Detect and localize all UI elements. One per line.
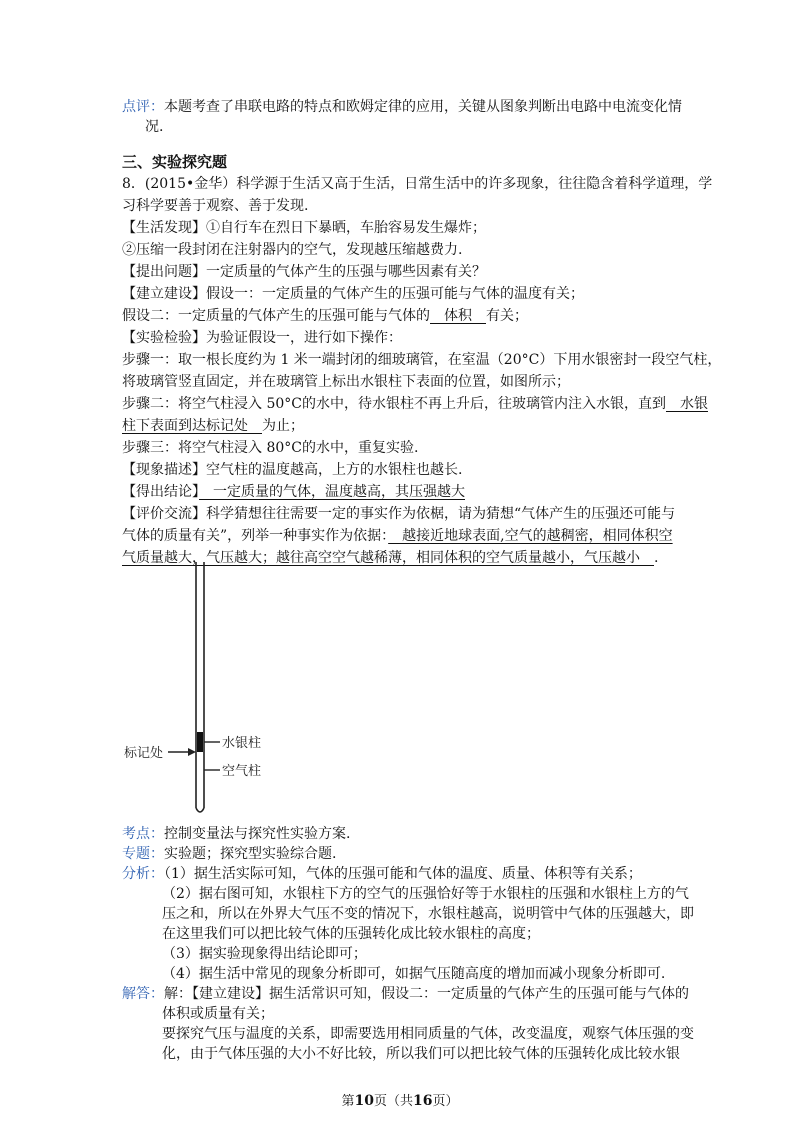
evaluation-1: 【评价交流】科学猜想往往需要一定的事实作为依椐，请为猜想“气体产生的压强还可能与 [122,506,676,522]
step-2-line-2: 柱下表面到达标记处 为止； [122,418,304,434]
fenxi-3: （3）据实验现象得出结论即可； [162,946,367,962]
step-1-line-2: 将玻璃管竖直固定，并在玻璃管上标出水银柱下表面的位置，如图所示； [122,374,570,390]
zhuanti: 专题：实验题；探究型实验综合题. [122,846,337,862]
answer-blank-evidence-a: 越接近地球表面,空气的越稠密，相同体积空 [388,528,673,544]
tube-closed-bottom [196,808,204,812]
fenxi-2c: 在这里我们可以把比较气体的压强转化成比较水银柱的高度； [162,926,540,942]
mercury-label: 水银柱 [222,736,262,751]
comment-line-1: 点评：本题考查了串联电路的特点和欧姆定律的应用，关键从图象判断出电路中电流变化情 [122,99,682,115]
page-footer: 第10页（共16页） [341,1093,459,1109]
answer-blank-mark-b: 柱下表面到达标记处 [122,418,262,434]
evaluation-3: 气质量越大，气压越大；越往高空空气越稀薄，相同体积的空气质量越小，气压越小 . [122,550,659,566]
current-page-number: 10 [354,1093,374,1109]
answer-blank-evidence-b: 气质量越大，气压越大；越往高空空气越稀薄，相同体积的空气质量越小，气压越小 [122,550,654,566]
life-discovery-1: 【生活发现】①自行车在烈日下暴晒，车胎容易发生爆炸； [122,220,486,236]
phenomenon: 【现象描述】空气柱的温度越高，上方的水银柱也越长. [122,462,463,478]
fenxi-2b: 压之和，所以在外界大气压不变的情况下，水银柱越高，说明管中气体的压强越大，即 [162,906,694,922]
hypothesis-2: 假设二：一定质量的气体产生的压强可能与气体的 体积 有关； [122,308,528,324]
conclusion: 【得出结论】 一定质量的气体，温度越高，其压强越大 [122,484,465,500]
jieda-3: 要探究气压与温度的关系，即需要选用相同质量的气体，改变温度，观察气体压强的变 [162,1026,694,1042]
air-label: 空气柱 [222,764,262,779]
step-3: 步骤三：将空气柱浸入 80°C的水中，重复实验. [122,440,419,456]
total-page-number: 16 [413,1093,433,1109]
glass-tube-figure [120,560,280,820]
section-title: 三、实验探究题 [122,153,228,171]
question-intro-1: 8．(2015•金华）科学源于生活又高于生活，日常生活中的许多现象，往往隐含着科学道理，学 [122,176,713,192]
answer-blank-volume: 体积 [430,308,486,324]
step-1-line-1: 步骤一：取一根长度约为 1 米一端封闭的细玻璃管，在室温（20°C）下用水银密封一段空气柱， [122,352,722,368]
fenxi-1: 分析：（1）据生活实际可知，气体的压强可能和气体的温度、质量、体积等有关系； [122,866,642,882]
kaodian: 考点：控制变量法与探究性实验方案. [122,826,351,842]
jieda-2: 体积或质量有关； [162,1006,274,1022]
fenxi-2a: （2）据右图可知，水银柱下方的空气的压强恰好等于水银柱的压强和水银柱上方的气 [162,886,689,902]
hypothesis-1: 【建立建设】假设一：一定质量的气体产生的压强可能与气体的温度有关； [122,286,584,302]
mark-arrow-head [188,748,196,756]
answer-blank-conclusion: 一定质量的气体，温度越高，其压强越大 [199,484,465,500]
comment-line-2: 况. [145,119,164,135]
mark-label: 标记处 [124,746,164,761]
fenxi-4: （4）据生活中常见的现象分析即可，如据气压随高度的增加而减小现象分析即可. [162,966,666,982]
jieda-1: 解答：解：【建立建设】据生活常识可知，假设二：一定质量的气体产生的压强可能与气体的 [122,986,689,1002]
mercury-column [197,732,203,752]
experiment-verify: 【实验检验】为验证假设一，进行如下操作： [122,330,402,346]
question-intro-2: 习科学要善于观察、善于发现. [122,198,309,214]
raise-question: 【提出问题】一定质量的气体产生的压强与哪些因素有关？ [122,264,486,280]
jieda-4: 化，由于气体压强的大小不好比较，所以我们可以把比较气体的压强转化成比较水银 [162,1046,680,1062]
evaluation-2: 气体的质量有关”，列举一种事实作为依据： 越接近地球表面,空气的越稠密，相同体积空 [122,528,673,544]
answer-blank-mark-a: 水银 [665,396,708,412]
comment-label: 点评： [122,99,164,115]
step-2-line-1: 步骤二：将空气柱浸入 50°C的水中，待水银柱不再上升后，往玻璃管内注入水银，直到 水银 [122,396,708,412]
life-discovery-2: ②压缩一段封闭在注射器内的空气，发现越压缩越费力. [122,242,463,258]
